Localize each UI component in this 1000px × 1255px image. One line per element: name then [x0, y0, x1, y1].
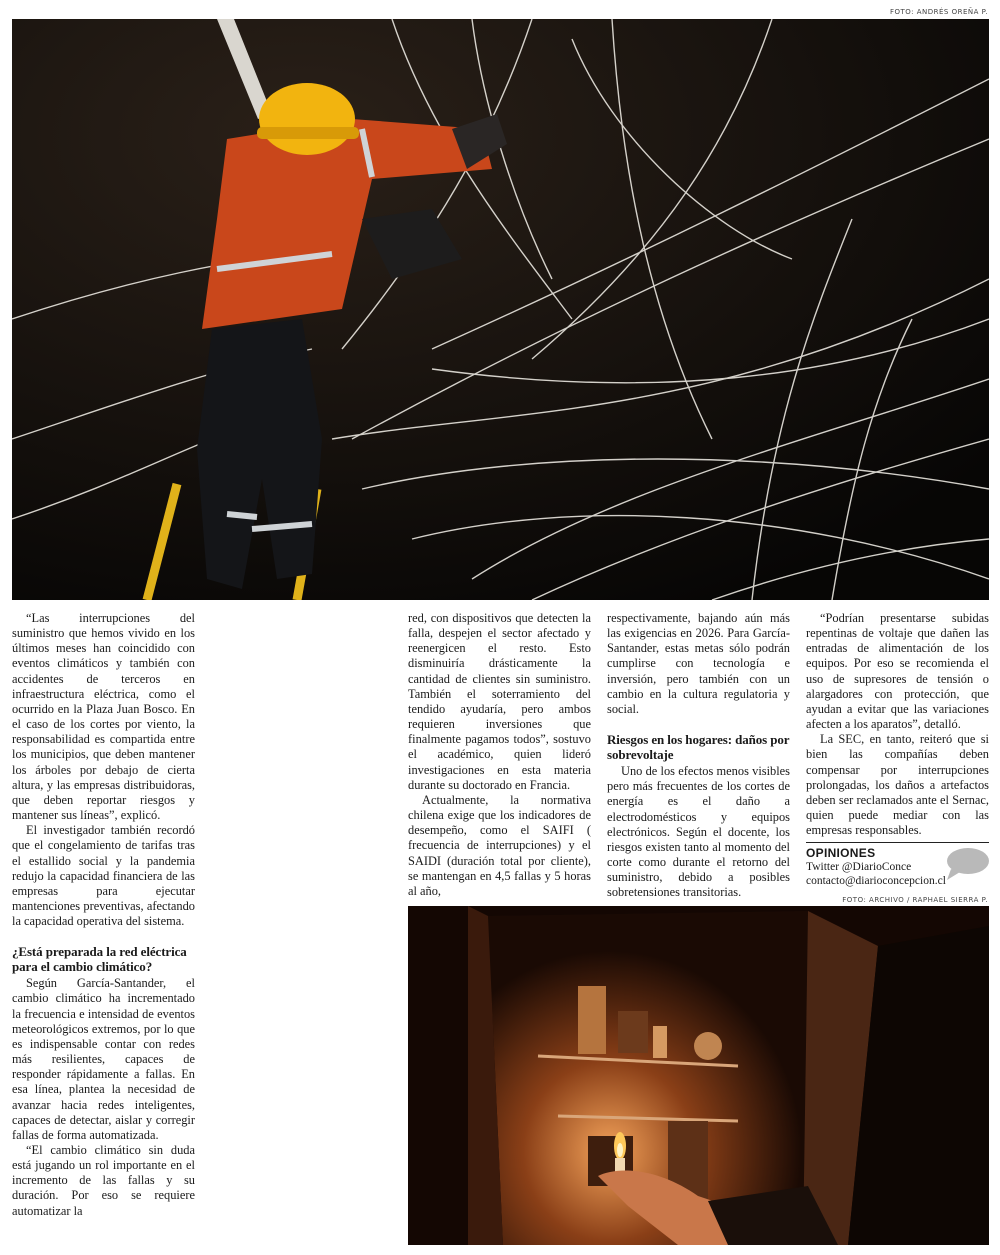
paragraph-quote-interruptions: “Las interrupciones del suministro que hemos vivido en los últimos meses han coincidido con eventos climáticos y también con accidentes de terceros en infraestructura eléctrica, como el ocurrido en la Plaza Juan Bosco. En el caso de los cortes por viento, la responsabilidad es compartida entre los municipios, que deben mantener los árboles por debajo de cierta altura, y las empresas distribuidoras, que deben reportar riesgos y mantener sus líneas”, explicó. [12, 611, 195, 823]
opinions-title: OPINIONES [806, 846, 876, 860]
article-column-5 [806, 611, 989, 838]
article-column-1 [12, 611, 195, 1219]
paragraph-appliance-damage: Uno de los efectos menos visibles pero más frecuentes de los cortes de energía es el daño a electrodomésticos y equipos electrónicos. Según el docente, los riesgos existen tanto al momento del corte como durante el retorno del suministro, debido a posibles sobretensiones transitorias. [607, 764, 790, 900]
twitter-handle[interactable]: Twitter @DiarioConce [806, 861, 912, 873]
paragraph-sec-sernac: La SEC, en tanto, reiteró que si bien las compañías deben compensar por interrupciones prolongadas, los daños a artefactos deben ser reclamados ante el Sernac, quien puede mediar con las empresas responsables. [806, 732, 989, 838]
paragraph-climate-quote: “El cambio climático sin duda está jugando un rol importante en el incremento de las fallas y su duración. Por eso se requiere automatizar la [12, 1143, 195, 1218]
opinions-box [806, 842, 989, 888]
paragraph-saifi-saidi: Actualmente, la normativa chilena exige que los indicadores de desempeño, como el SAIFI ( frecuencia de interrupciones) y el SAIDI (duración total por cliente), se mantengan en 4,5 fallas y 5 horas al año, [408, 792, 591, 898]
article-column-3 [408, 611, 591, 899]
paragraph-tariff-freeze: El investigador también recordó que el congelamiento de tarifas tras el estallido social y la pandemia redujo la capacidad financiera de las empresas para ejecutar mantenciones preventivas, afectando la capacidad operativa del sistema. [12, 823, 195, 929]
fridge-candle-illustration [408, 906, 989, 1245]
lineman-illustration [12, 19, 989, 600]
photo-credit-bottom: FOTO: ARCHIVO / RAPHAEL SIERRA P. [842, 896, 988, 904]
lineman-photo [12, 19, 989, 600]
paragraph-voltage-surges: “Podrían presentarse subidas repentinas de voltaje que dañen las entradas de alimentación de los equipos. Por eso se recomienda el uso de supresores de tensión o alargadores con protección, que ayudan a evitar que las variaciones afecten a los aparatos”, detalló. [806, 611, 989, 732]
fridge-candle-photo [408, 906, 989, 1245]
article-column-4 [607, 611, 790, 901]
paragraph-automation-cont: red, con dispositivos que detecten la falla, despejen el sector afectado y reenergicen el resto. Esto disminuiría drásticamente la cantidad de clientes sin suministro. También el soterramiento del tendido ayudaría, pero ambos requieren inversiones que finalmente pagamos todos”, sostuvo el académico, quien lideró investigaciones en esta materia durante su doctorado en Francia. [408, 611, 591, 792]
paragraph-resilient-networks: Según García-Santander, el cambio climático ha incrementado la frecuencia e intensidad de eventos meteorológicos extremos, por lo que es indispensable contar con redes más resilientes, capaces de responder rápidamente a fallas. En esa línea, plantea la necesidad de avanzar hacia redes inteligentes, capaces de detectar, aislar y corregir fallas de forma automatizada. [12, 976, 195, 1142]
subhead-climate-change: ¿Está preparada la red eléctrica para el cambio climático? [12, 944, 187, 975]
contact-email[interactable]: contacto@diarioconcepcion.cl [806, 875, 946, 887]
subhead-household-risks: Riesgos en los hogares: daños por sobrevoltaje [607, 732, 790, 763]
paragraph-2026-targets: respectivamente, bajando aún más las exigencias en 2026. Para García-Santander, estas metas sólo podrán cumplirse con tecnología e inversión, pero también con un cambio en la cultura regulatoria y social. [607, 611, 790, 716]
photo-credit-top: FOTO: ANDRÉS OREÑA P. [889, 8, 988, 16]
speech-bubble-icon [945, 847, 989, 881]
